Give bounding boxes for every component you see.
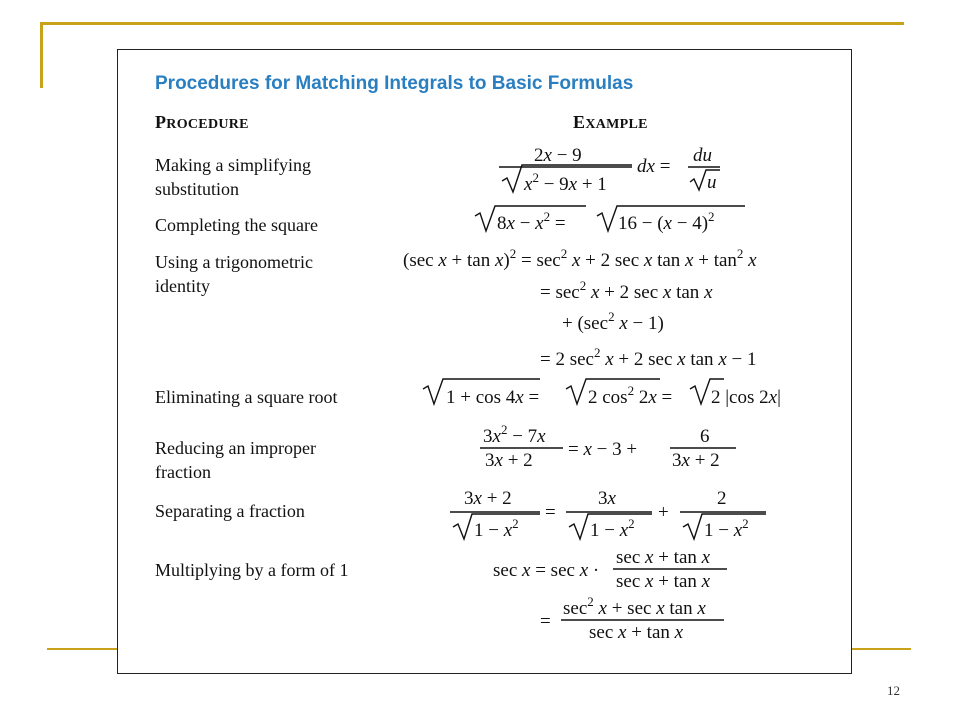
example-substitution xyxy=(499,145,720,195)
svg-text:+ (sec2 x − 1): + ($\sec^2$ x − 1) xyxy=(562,309,664,334)
svg-text:2x − 9: 2x − 9 xyxy=(534,145,582,166)
svg-text:3x + 2: 3x + 2 xyxy=(464,488,512,509)
procedure-label: Using a trigonometric identity xyxy=(155,252,313,296)
svg-text:3x + 2: 3x + 2 xyxy=(672,450,720,471)
svg-text:2 cos2 2x =: 2 $\cos^2 2x$ = xyxy=(588,383,673,408)
svg-text:= sec2 x + 2 sec x tan x: = $\sec^2 x + 2$ sec x tan x xyxy=(540,278,713,303)
svg-text:sec2 x + sec x tan x: $\sec^2 x + \sec x$ tan x xyxy=(563,594,706,619)
svg-text:1 − x2: $1 - x^2$ xyxy=(590,516,635,541)
svg-text:8x − x2 =: $8x - x^2$ = xyxy=(497,209,566,234)
example-improper-fraction xyxy=(480,422,736,471)
example-separating-fraction xyxy=(450,488,766,541)
svg-text:= x − 3 +: = x − 3 + xyxy=(568,439,638,460)
procedure-label: Separating a fraction xyxy=(155,501,305,521)
svg-text:6: 6 xyxy=(700,426,710,447)
svg-text:3x: 3x xyxy=(598,488,616,509)
procedure-label: Completing the square xyxy=(155,215,318,235)
column-header-example-initial: E xyxy=(573,112,586,132)
svg-text:1 − x2: $1 - x^2$ xyxy=(474,516,519,541)
example-trig-identity xyxy=(403,246,757,370)
procedure-label: Eliminating a square root xyxy=(155,387,338,407)
column-header-procedure-rest: ROCEDURE xyxy=(166,117,249,132)
svg-text:2: 2 xyxy=(717,488,727,509)
column-header-procedure-initial: P xyxy=(155,112,167,132)
procedure-label: Reducing an improper fraction xyxy=(155,438,316,482)
svg-text:dx =: dx = xyxy=(637,156,671,177)
svg-text:3x2 − 7x: $3x^2 - 7x$ xyxy=(483,422,546,447)
svg-text:= 2 sec2 x + 2 sec x tan x − 1: = 2 $\sec^2 x + 2$ sec x tan x − 1 xyxy=(540,345,757,370)
svg-text:16 − (x − 4)2: $16 - (x - 4)^2$ xyxy=(618,209,715,234)
example-square-root xyxy=(423,379,781,408)
svg-text:=: = xyxy=(540,611,551,632)
svg-text:+: + xyxy=(658,502,669,523)
svg-text:sec x + tan x: sec x + tan x xyxy=(589,622,684,643)
procedure-label: Making a simplifying substitution xyxy=(155,155,311,199)
svg-text:=: = xyxy=(545,502,556,523)
svg-text:2 |cos 2x|: 2 |cos 2x| xyxy=(711,387,781,408)
example-completing-square xyxy=(475,206,745,234)
svg-text:u: u xyxy=(707,172,717,193)
procedure-label: Multiplying by a form of 1 xyxy=(155,560,349,580)
svg-text:sec x + tan x: sec x + tan x xyxy=(616,571,711,592)
example-form-of-one xyxy=(493,547,727,643)
svg-text:du: du xyxy=(693,145,712,166)
svg-text:1 + cos 4x =: 1 + cos 4x = xyxy=(446,387,540,408)
svg-text:sec x = sec x ·: sec x = sec x · xyxy=(493,560,600,581)
svg-text:3x + 2: 3x + 2 xyxy=(485,450,533,471)
svg-text:1 − x2: $1 - x^2$ xyxy=(704,516,749,541)
svg-text:(sec x + tan x)2 = sec2 x + 2: (sec $x + \tan x)^2 = \sec^2 x + 2$ sec x $\tan x + \tan^2 x$ xyxy=(403,246,757,271)
column-header-example-rest: XAMPLE xyxy=(585,117,648,132)
svg-text:x2 − 9x + 1: $x^2 - 9x + 1$ xyxy=(524,170,607,195)
page-number: 12 xyxy=(887,683,900,698)
svg-text:sec x + tan x: sec x + tan x xyxy=(616,547,711,568)
table-title: Procedures for Matching Integrals to Basic Formulas xyxy=(155,73,634,94)
